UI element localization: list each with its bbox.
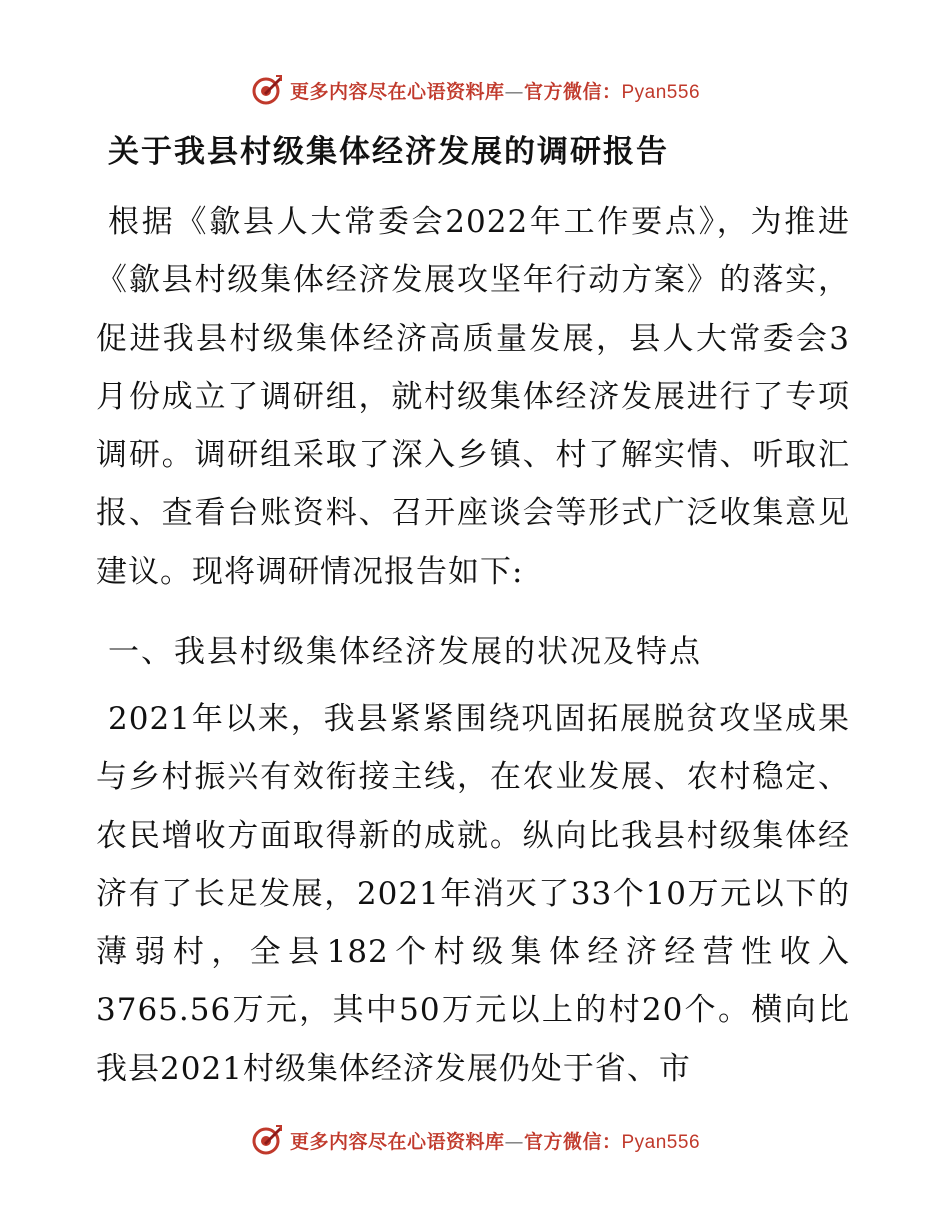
paragraph-section-1: 2021年以来，我县紧紧围绕巩固拓展脱贫攻坚成果与乡村振兴有效衔接主线，在农业发展、农村稳定、农民增收方面取得新的成就。纵向比我县村级集体经济有了长足发展，2021年消灭了33个10万元以下的薄弱村，全县182个村级集体经济经营性收入3765.56万元，其中50万元以上的村20个。横向比我县2021村级集体经济发展仍处于省、市: [96, 701, 850, 1087]
pen-circle-icon: [250, 73, 284, 107]
watermark-text: [290, 1127, 700, 1154]
watermark-wechat-label: 官方微信：: [523, 80, 622, 103]
watermark-wechat-id: Pyan556: [621, 81, 701, 103]
watermark-main-text: 更多内容尽在心语资料库: [289, 80, 505, 103]
pen-circle-icon: [250, 1123, 284, 1157]
watermark-wechat-label: 官方微信：: [523, 1130, 622, 1153]
watermark-separator: —: [504, 1130, 524, 1153]
watermark-main-text: 更多内容尽在心语资料库: [289, 1130, 505, 1153]
document-title: 关于我县村级集体经济发展的调研报告: [108, 134, 669, 170]
paragraph-intro: 根据《歙县人大常委会2022年工作要点》，为推进《歙县村级集体经济发展攻坚年行动方案》的落实，促进我县村级集体经济高质量发展，县人大常委会3月份成立了调研组，就村级集体经济发展进行了专项调研。调研组采取了深入乡镇、村了解实情、听取汇报、查看台账资料、召开座谈会等形式广泛收集意见建议。现将调研情况报告如下:: [96, 204, 850, 590]
watermark-text: [290, 77, 700, 104]
watermark-wechat-id: Pyan556: [621, 1131, 701, 1153]
section-heading-1: 一、我县村级集体经济发展的状况及特点: [108, 634, 702, 670]
watermark-separator: —: [504, 80, 524, 103]
header-watermark-banner: [0, 72, 950, 108]
footer-watermark-banner: [0, 1122, 950, 1158]
